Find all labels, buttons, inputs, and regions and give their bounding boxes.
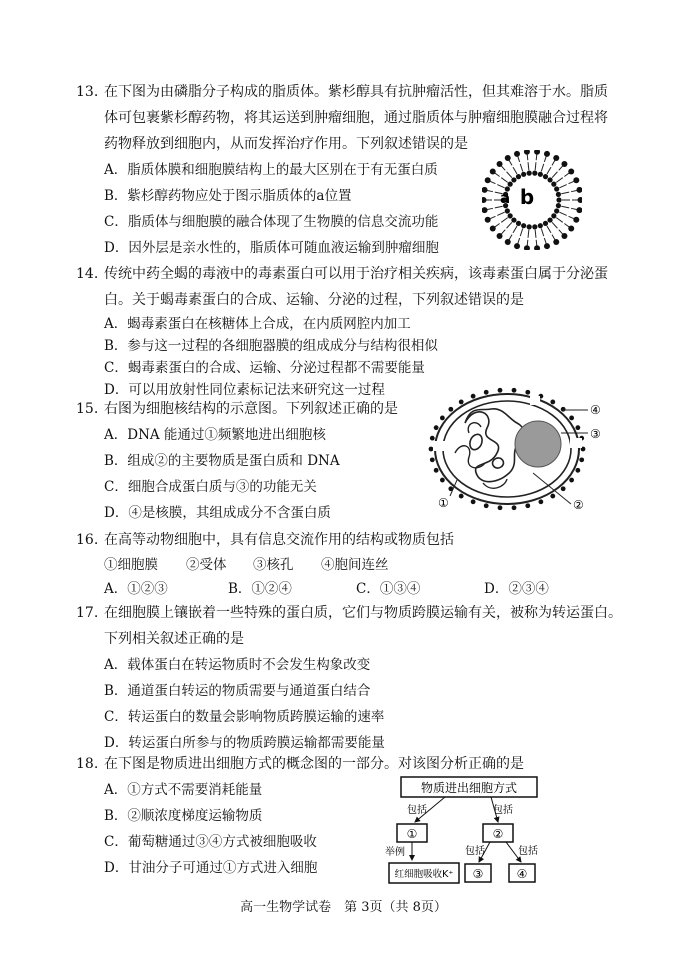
- option-a[interactable]: A．DNA 能通过①频繁地进出细胞核: [104, 427, 326, 443]
- lipid-head: [534, 245, 540, 250]
- option-b[interactable]: B．参与这一过程的各细胞器膜的组成成分与结构很相似: [104, 338, 438, 354]
- item-3: ③核孔: [253, 557, 294, 573]
- lipid-tail: [547, 167, 551, 174]
- lipid-head: [556, 203, 561, 208]
- lipid-head: [482, 207, 488, 213]
- lipid-head: [485, 217, 491, 223]
- lipid-head: [573, 217, 579, 223]
- question-13-stem-1: 13. 在下图为由磷脂分子构成的脂质体。紫杉醇具有抗肿瘤活性，但其难溶于水。脂质: [76, 79, 616, 105]
- lipid-head: [543, 174, 548, 179]
- lipid-head: [505, 239, 511, 245]
- lipid-head: [482, 197, 487, 203]
- ribosome-dot: [430, 436, 435, 441]
- lipid-head: [482, 187, 488, 193]
- option-c[interactable]: C．转运蛋白的数量会影响物质跨膜运输的速率: [104, 709, 385, 725]
- option-a[interactable]: A．①②③: [104, 581, 168, 597]
- lipid-head: [521, 172, 526, 177]
- ribosome-dot: [484, 503, 489, 508]
- ribosome-dot: [561, 486, 566, 491]
- lipid-head: [568, 226, 574, 232]
- ribosome-dot: [575, 468, 580, 473]
- lipid-tail: [559, 212, 566, 215]
- lipid-head: [490, 226, 496, 232]
- option-d[interactable]: D．转运蛋白所参与的物质跨膜运输都需要能量: [104, 735, 385, 751]
- include-label-2: 包括: [493, 805, 513, 816]
- example-label: 举例: [385, 847, 405, 858]
- concept-map-figure: [385, 774, 555, 886]
- option-a[interactable]: A．①方式不需要消耗能量: [104, 782, 263, 798]
- ribosome-dot: [498, 388, 503, 393]
- lipid-tail: [513, 226, 517, 233]
- label-b: b: [519, 185, 535, 209]
- lipid-tail: [561, 192, 569, 194]
- nuclear-pore-top: [530, 396, 540, 405]
- nuclear-pore-right: [570, 438, 582, 448]
- lipid-tail: [501, 178, 507, 183]
- nucleolus: [515, 421, 561, 467]
- ribosome-dot: [448, 407, 453, 412]
- ribosome-dot: [569, 478, 574, 483]
- lipid-head: [524, 245, 530, 250]
- lipid-tail: [552, 222, 557, 228]
- lipid-tail: [497, 185, 504, 188]
- ribosome-dot: [550, 494, 555, 499]
- lipid-head: [505, 208, 510, 213]
- question-13-stem-3: 药物释放到细胞内，从而发挥治疗作用。下列叙述错误的是: [104, 136, 468, 152]
- include-label-1: 包括: [407, 805, 427, 816]
- label-2: ②: [573, 498, 584, 512]
- lipid-head: [554, 186, 559, 191]
- lipid-head: [551, 182, 556, 187]
- lipid-head: [514, 243, 520, 249]
- lipid-head: [543, 221, 548, 226]
- lipid-head: [505, 155, 511, 161]
- question-16: [76, 527, 616, 601]
- lipid-head: [547, 217, 552, 222]
- lipid-head: [532, 224, 537, 229]
- option-b[interactable]: B．②顺浓度梯度运输物质: [104, 808, 263, 824]
- include-label-4: 包括: [518, 846, 538, 857]
- option-c[interactable]: C．细胞合成蛋白质与③的功能无关: [104, 479, 317, 495]
- include-label-3: 包括: [465, 846, 485, 857]
- lipid-tail: [497, 212, 504, 215]
- lipid-tail: [547, 226, 551, 233]
- question-14-stem-1: 14. 传统中药全蝎的毒液中的毒素蛋白可以用于治疗相关疾病，该毒素蛋白属于分泌蛋: [76, 261, 616, 287]
- ribosome-dot: [525, 390, 530, 395]
- option-b[interactable]: B．紫杉醇药物应处于图示脂质体的a位置: [104, 188, 352, 204]
- lipid-head: [578, 197, 583, 203]
- ribosome-dot: [575, 425, 580, 430]
- question-17-stem-1: 17. 在细胞膜上镶嵌着一些特殊的蛋白质，它们与物质跨膜运输有关，被称为转运蛋白。: [76, 600, 616, 626]
- label-4: ④: [590, 403, 601, 417]
- lipid-tail: [507, 172, 512, 178]
- item-1: ①细胞膜: [104, 557, 158, 573]
- option-d[interactable]: D．②③④: [484, 581, 549, 597]
- lipid-head: [556, 192, 561, 197]
- option-c[interactable]: C．①③④: [356, 581, 421, 597]
- question-number: 18.: [76, 756, 99, 772]
- option-d[interactable]: D．可以用放射性同位素标记法来研究这一过程: [104, 382, 385, 398]
- ribosome-dot: [440, 416, 445, 421]
- lipid-tail: [535, 230, 536, 238]
- question-16-items: [76, 553, 616, 577]
- lipid-head: [497, 233, 503, 239]
- option-a[interactable]: A．脂质体膜和细胞膜结构上的最大区别在于有无蛋白质: [104, 162, 438, 178]
- lipid-tail: [559, 185, 566, 188]
- lipid-tail: [541, 164, 543, 172]
- lipid-head: [547, 177, 552, 182]
- lipid-head: [516, 221, 521, 226]
- lipid-tail: [501, 218, 507, 223]
- chromatin-strands: [455, 423, 507, 488]
- lipid-head: [485, 177, 491, 183]
- ribosome-dot: [579, 457, 584, 462]
- ribosome-dot: [484, 390, 489, 395]
- ribosome-dot: [512, 388, 517, 393]
- lipid-tail: [528, 162, 529, 170]
- lipid-tail: [556, 218, 562, 223]
- question-17-stem-2: 下列相关叙述正确的是: [104, 631, 244, 647]
- lipid-head: [561, 233, 567, 239]
- lipid-tail: [528, 230, 529, 238]
- lipid-tail: [541, 229, 543, 237]
- lipid-head: [551, 213, 556, 218]
- lipid-tail: [520, 229, 522, 237]
- lipid-head: [568, 168, 574, 174]
- option-c[interactable]: C．脂质体与细胞膜的融合体现了生物膜的信息交流功能: [104, 214, 439, 230]
- lipid-head: [576, 207, 582, 213]
- page-footer: 高一生物学试卷 第 3页（共 8页）: [240, 900, 447, 915]
- concept-2-text: ②: [492, 827, 504, 841]
- lipid-head: [544, 243, 550, 249]
- question-16-options: [76, 577, 616, 601]
- option-b[interactable]: B．组成②的主要物质是蛋白质和 DNA: [104, 453, 340, 469]
- lipid-head: [573, 177, 579, 183]
- lipid-head: [561, 161, 567, 167]
- concept-top-text: 物质进出细胞方式: [420, 781, 518, 795]
- question-number: 17.: [76, 605, 99, 621]
- option-c[interactable]: C．蝎毒素蛋白的合成、运输、分泌过程都不需要能量: [104, 360, 425, 376]
- option-d[interactable]: D．④是核膜，其组成成分不含蛋白质: [104, 505, 331, 521]
- question-14: [76, 261, 616, 401]
- question-17: [76, 600, 622, 756]
- question-number: 16.: [76, 532, 99, 548]
- label-a: a: [500, 189, 511, 207]
- nucleus-figure: [425, 383, 610, 518]
- lipid-head: [554, 208, 559, 213]
- ribosome-dot: [440, 478, 445, 483]
- lipid-head: [511, 177, 516, 182]
- concept-4-text: ④: [516, 867, 528, 881]
- lipid-head: [538, 172, 543, 177]
- ribosome-dot: [434, 468, 439, 473]
- question-16-stem-1: 16. 在高等动物细胞中，具有信息交流作用的结构或物质包括: [76, 527, 616, 553]
- lipid-head: [538, 223, 543, 228]
- lipid-head: [576, 187, 582, 193]
- lipid-tail: [513, 167, 517, 174]
- lipid-tail: [535, 162, 536, 170]
- ribosome-dot: [569, 416, 574, 421]
- question-14-stem-2: 白。关于蝎毒素蛋白的合成、运输、分泌的过程，下列叙述错误的是: [104, 292, 524, 308]
- ribosome-dot: [429, 447, 434, 452]
- ribosome-dot: [525, 503, 530, 508]
- lipid-head: [532, 171, 537, 176]
- lipid-head: [508, 182, 513, 187]
- concept-1-text: ①: [406, 827, 418, 841]
- ribosome-dot: [471, 394, 476, 399]
- nuclear-pore-left: [433, 441, 447, 451]
- option-a[interactable]: A．载体蛋白在转运物质时不会发生构象改变: [104, 657, 371, 673]
- lipid-head: [553, 155, 559, 161]
- ribosome-dot: [498, 505, 503, 510]
- ribosome-dot: [434, 425, 439, 430]
- option-d[interactable]: D．甘油分子可通过①方式进入细胞: [104, 860, 318, 876]
- liposome-figure: [482, 150, 582, 250]
- question-number: 14.: [76, 266, 99, 282]
- lipid-tail: [556, 178, 562, 183]
- example-text: 红细胞吸收K⁺: [394, 869, 454, 880]
- lipid-head: [497, 161, 503, 167]
- lipid-tail: [552, 172, 557, 178]
- option-c[interactable]: C．葡萄糖通过③④方式被细胞吸收: [104, 834, 317, 850]
- lipid-tail: [507, 222, 512, 228]
- lipid-tail: [561, 206, 569, 208]
- item-2: ②受体: [186, 557, 227, 573]
- lipid-head: [508, 213, 513, 218]
- question-number: 13.: [76, 84, 99, 100]
- ribosome-dot: [430, 457, 435, 462]
- ribosome-dot: [538, 499, 543, 504]
- lipid-head: [556, 197, 561, 202]
- option-d[interactable]: D．因外层是亲水性的，脂质体可随血液运输到肿瘤细胞: [104, 240, 439, 256]
- ribosome-dot: [471, 499, 476, 504]
- lipid-head: [527, 224, 532, 229]
- lipid-head: [511, 217, 516, 222]
- option-b[interactable]: B．①②④: [228, 581, 292, 597]
- lipid-tail: [520, 164, 522, 172]
- concept-3-text: ③: [472, 867, 484, 881]
- lipid-head: [514, 151, 520, 157]
- lipid-head: [490, 168, 496, 174]
- lipid-head: [516, 174, 521, 179]
- ribosome-dot: [550, 400, 555, 405]
- label-3: ③: [590, 427, 601, 441]
- lipid-head: [527, 171, 532, 176]
- lipid-head: [521, 223, 526, 228]
- ribosome-dot: [561, 407, 566, 412]
- question-13-stem-2: 体可包裹紫杉醇药物，将其运送到肿瘤细胞，通过脂质体与肿瘤细胞膜融合过程将: [104, 110, 608, 126]
- question-15-stem-1: 15. 右图为细胞核结构的示意图。下列叙述正确的是: [76, 396, 616, 422]
- ribosome-dot: [512, 505, 517, 510]
- lipid-head: [553, 239, 559, 245]
- lipid-head: [524, 150, 530, 155]
- lipid-head: [534, 150, 540, 155]
- option-b[interactable]: B．通道蛋白转运的物质需要与通道蛋白结合: [104, 683, 371, 699]
- label-1: ①: [438, 496, 449, 510]
- question-number: 15.: [76, 401, 99, 417]
- question-18-stem-1: 18. 在下图是物质进出细胞方式的概念图的一部分。对该图分析正确的是: [76, 751, 616, 777]
- lipid-head: [544, 151, 550, 157]
- ribosome-dot: [459, 400, 464, 405]
- option-a[interactable]: A．蝎毒素蛋白在核糖体上合成，在内质网腔内加工: [104, 316, 411, 332]
- item-4: ④胞间连丝: [321, 557, 389, 573]
- ribosome-dot: [459, 494, 464, 499]
